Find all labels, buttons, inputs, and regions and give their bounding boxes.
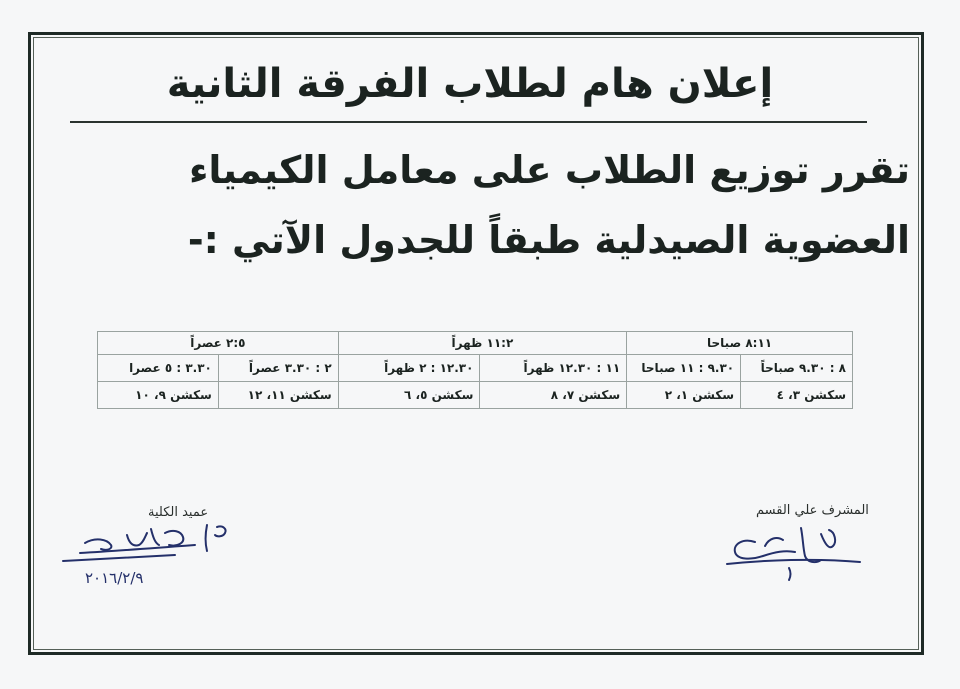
section-cell: سكشن ١، ٢ [627, 382, 741, 409]
section-cell: سكشن ٥، ٦ [338, 382, 480, 409]
period-header-morning: ٨:١١ صباحا [627, 332, 853, 355]
time-slot: ٣.٣٠ : ٥ عصرا [98, 355, 219, 382]
title-underline [70, 121, 867, 123]
dean-signature-date: ٢٠١٦/٢/٩ [85, 569, 144, 587]
time-slot: ٢ : ٣.٣٠ عصراً [218, 355, 338, 382]
time-slot: ٩.٣٠ : ١١ صباحا [627, 355, 741, 382]
lab-schedule-table [97, 331, 853, 409]
section-cell: سكشن ١١، ١٢ [218, 382, 338, 409]
announcement-title: إعلان هام لطلاب الفرقة الثانية [166, 61, 774, 107]
section-cell: سكشن ٩، ١٠ [98, 382, 219, 409]
time-slot-row [98, 355, 853, 382]
time-slot: ١٢.٣٠ : ٢ ظهراً [338, 355, 480, 382]
period-header-row [98, 332, 853, 355]
period-header-afternoon: ٢:٥ عصراً [98, 332, 339, 355]
announcement-text-line-1: تقرر توزيع الطلاب على معامل الكيمياء [188, 148, 910, 192]
supervisor-label: المشرف علي القسم [756, 503, 869, 518]
announcement-text-line-2: العضوية الصيدلية طبقاً للجدول الآتي :- [187, 218, 910, 262]
period-header-noon: ١١:٢ ظهراً [338, 332, 626, 355]
dean-signature [55, 515, 245, 590]
time-slot: ٨ : ٩.٣٠ صباحاً [741, 355, 853, 382]
section-cell: سكشن ٧، ٨ [480, 382, 627, 409]
supervisor-signature [725, 520, 865, 585]
section-row [98, 382, 853, 409]
section-cell: سكشن ٣، ٤ [741, 382, 853, 409]
time-slot: ١١ : ١٢.٣٠ ظهراً [480, 355, 627, 382]
dean-label: عميد الكلية [148, 505, 209, 520]
